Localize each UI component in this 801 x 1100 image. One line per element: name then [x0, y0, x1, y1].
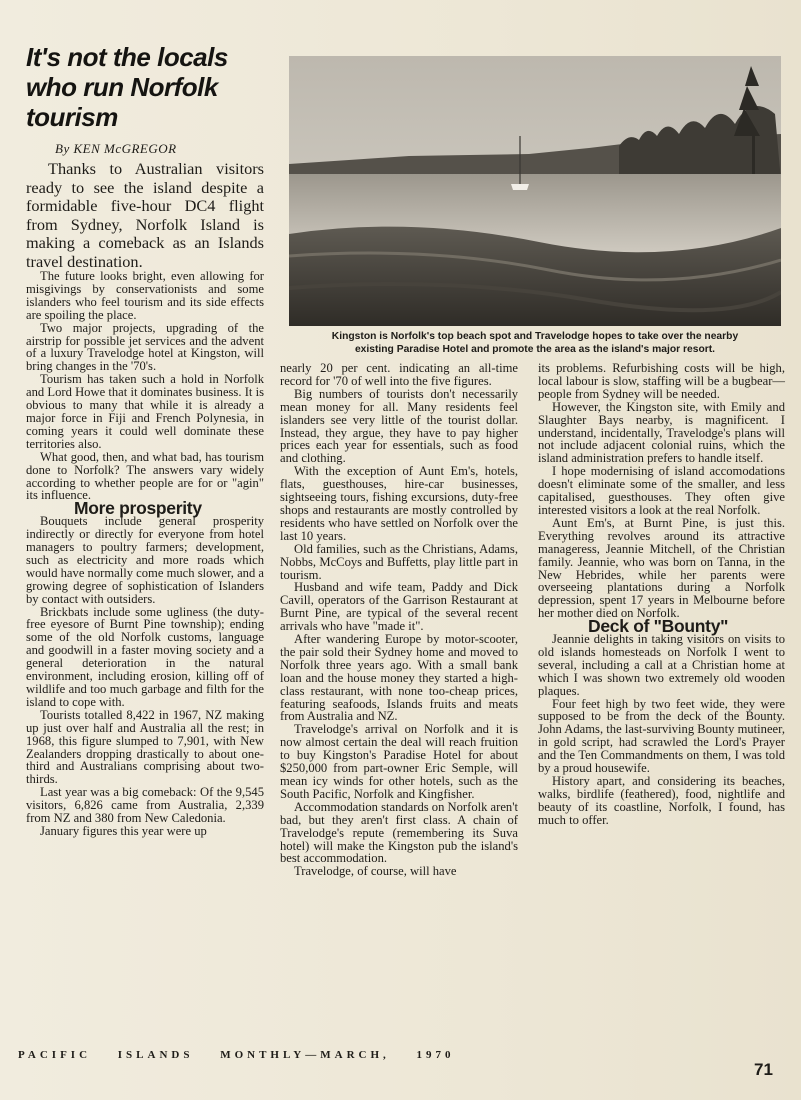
paragraph: Bouquets include general prosperity indirectly or directly for everyone from hotel managers to poultry farmers; development, such as electricity and more roads which would have normally come much slower, and a growing degree of sophistication of Islanders by contact with outsiders.: [26, 514, 265, 606]
section-subhead: More prosperity: [74, 498, 202, 519]
paragraph: However, the Kingston site, with Emily and Slaughter Bays nearby, is magnificent. I understand, incidentally, Travelodge's plans will not include adjacent colonial ruins, which the island administration prefers to handle itself.: [538, 399, 785, 466]
page-number: 71: [754, 1060, 773, 1079]
paragraph: Accommodation standards on Norfolk aren't bad, but they aren't first class. A chain of Travelodge's repute (remembering its Suva hotel) will make the Kingston pub the island's best accommodation.: [280, 799, 519, 866]
paragraph: The future looks bright, even allowing for misgivings by conservationists and some islanders who feel tourism and its side effects are spoiling the place.: [26, 269, 264, 322]
paragraph: Big numbers of tourists don't necessarily mean money for all. Many residents feel islanders see very little of the tourist dollar. Instead, they argue, they have to pay higher prices each year for essentials, such as food and clothing.: [280, 386, 518, 466]
paragraph: Two major projects, upgrading of the airstrip for possible jet services and the advent of a luxury Travelodge hotel at Kingston, will bring changes in the '70's.: [26, 320, 264, 374]
kingston-beach-photo: [289, 56, 781, 326]
paragraph: nearly 20 per cent. indicating an all-time record for '70 of well into the five figures.: [280, 361, 518, 388]
paragraph: After wandering Europe by motor-scooter, the pair sold their Sydney home and moved to Norfolk three years ago. With a small bank loan and the house money they started a high-class restaurant, with none too-cheap prices, featuring seafoods, Islands fruits and meats from Australia and NZ.: [280, 632, 518, 724]
paragraph: Tourism has taken such a hold in Norfolk and Lord Howe that it dominates business. It is obvious to many that while it is already a major force in Fiji and French Polynesia, in coming years it could well dominate these territories also.: [26, 372, 264, 451]
article-column-1: [26, 270, 264, 838]
paragraph: Husband and wife team, Paddy and Dick Cavill, operators of the Garrison Restaurant at Burnt Pine, are typical of the several recent arrivals who have "made it".: [280, 580, 518, 634]
paragraph: What good, then, and what bad, has tourism done to Norfolk? The answers vary widely according to whether people are for or "agin" its influence.: [26, 449, 264, 503]
paragraph: I hope modernising of island accomodations doesn't eliminate some of the smaller, and less capitalised, guesthouses. They often give interested visitors a look at the real Norfolk.: [538, 464, 785, 517]
article-column-2: [280, 362, 518, 878]
paragraph: Old families, such as the Christians, Adams, Nobbs, McCoys and Buffetts, play little part in tourism.: [280, 541, 518, 582]
paragraph: Brickbats include some ugliness (the duty-free eyesore of Burnt Pine township); ending some of the old Norfolk customs, language and goodwill in a faster moving society and a general deterioration in the natural environment, including erosion, killing off of wildlife and too much garbage and filth for the island to cope with.: [26, 604, 264, 709]
article-lead-paragraph: Thanks to Australian visitors ready to see the island despite a formidable five-hour DC4 flight from Sydney, Norfolk Island is making a comeback as an Islands travel destination.: [26, 159, 264, 271]
paragraph: Four feet high by two feet wide, they were supposed to be from the deck of the Bounty. John Adams, the last-surviving Bounty mutineer, in gold script, had scrawled the Lord's Prayer and the Ten Commandments on them, I was told by a proud housewife.: [538, 696, 785, 776]
photo-illustration: [289, 56, 781, 326]
caption-line: Kingston is Norfolk's top beach spot and Travelodge hopes to take over the nearby: [331, 331, 739, 342]
paragraph: Tourists totalled 8,422 in 1967, NZ making up just over half and Australia all the rest; in 1968, this figure slumped to 7,901, with New Zealanders dropping drastically to about one-third and Australians comprising about two-thirds.: [26, 707, 264, 787]
paragraph: Last year was a big comeback: Of the 9,545 visitors, 6,826 came from Australia, 2,339 from NZ and 380 from New Caledonia.: [26, 785, 264, 826]
article-headline: It's not the locals who run Norfolk tourism: [26, 42, 228, 132]
magazine-footer: PACIFIC ISLANDS MONTHLY—MARCH, 1970: [18, 1049, 455, 1061]
paragraph: Aunt Em's, at Burnt Pine, is just this. Everything revolves around its attractive manageress, Jeannie Mitchell, of the Christian family. Jeannie, who was born on Tanna, in the New Hebrides, while her parents were overseeing plantations during a Norfolk depression, spent 17 years in Melbourne before her mother died on Norfolk.: [538, 515, 785, 621]
paragraph: With the exception of Aunt Em's, hotels, flats, guesthouses, hire-car businesses, sightseeing tours, fishing excursions, duty-free shops and restaurants are mostly controlled by residents who have settled on Norfolk over the last 10 years.: [280, 464, 518, 543]
caption-line: existing Paradise Hotel and promote the area as the island's major resort.: [354, 344, 716, 355]
article-column-3: [538, 362, 785, 827]
paragraph: Travelodge, of course, will have: [294, 864, 457, 879]
section-subhead: Deck of "Bounty": [588, 616, 729, 637]
paragraph: Travelodge's arrival on Norfolk and it is now almost certain the deal will reach fruition to buy Kingston's Paradise Hotel for about $250,000 from part-owner Eric Semple, will mean icy winds for other hotels, such as the South Pacific, Norfolk and Kingfisher.: [280, 722, 518, 801]
paragraph: History apart, and considering its beaches, walks, birdlife (feathered), food, nightlife and beauty of its coastline, Norfolk, I found, has much to offer.: [538, 774, 785, 827]
paragraph: January figures this year were up: [40, 823, 207, 838]
paragraph: its problems. Refurbishing costs will be high, local labour is slow, staffing will be a bugbear—people from Sydney will be needed.: [538, 361, 785, 401]
paragraph: Jeannie delights in taking visitors on visits to old islands homesteads on Norfolk I went to several, including a call at a Christian home at which I was shown two extremely old wooden plaques.: [538, 632, 785, 698]
photo-caption: [285, 330, 785, 356]
article-byline: By KEN McGREGOR: [55, 141, 177, 156]
